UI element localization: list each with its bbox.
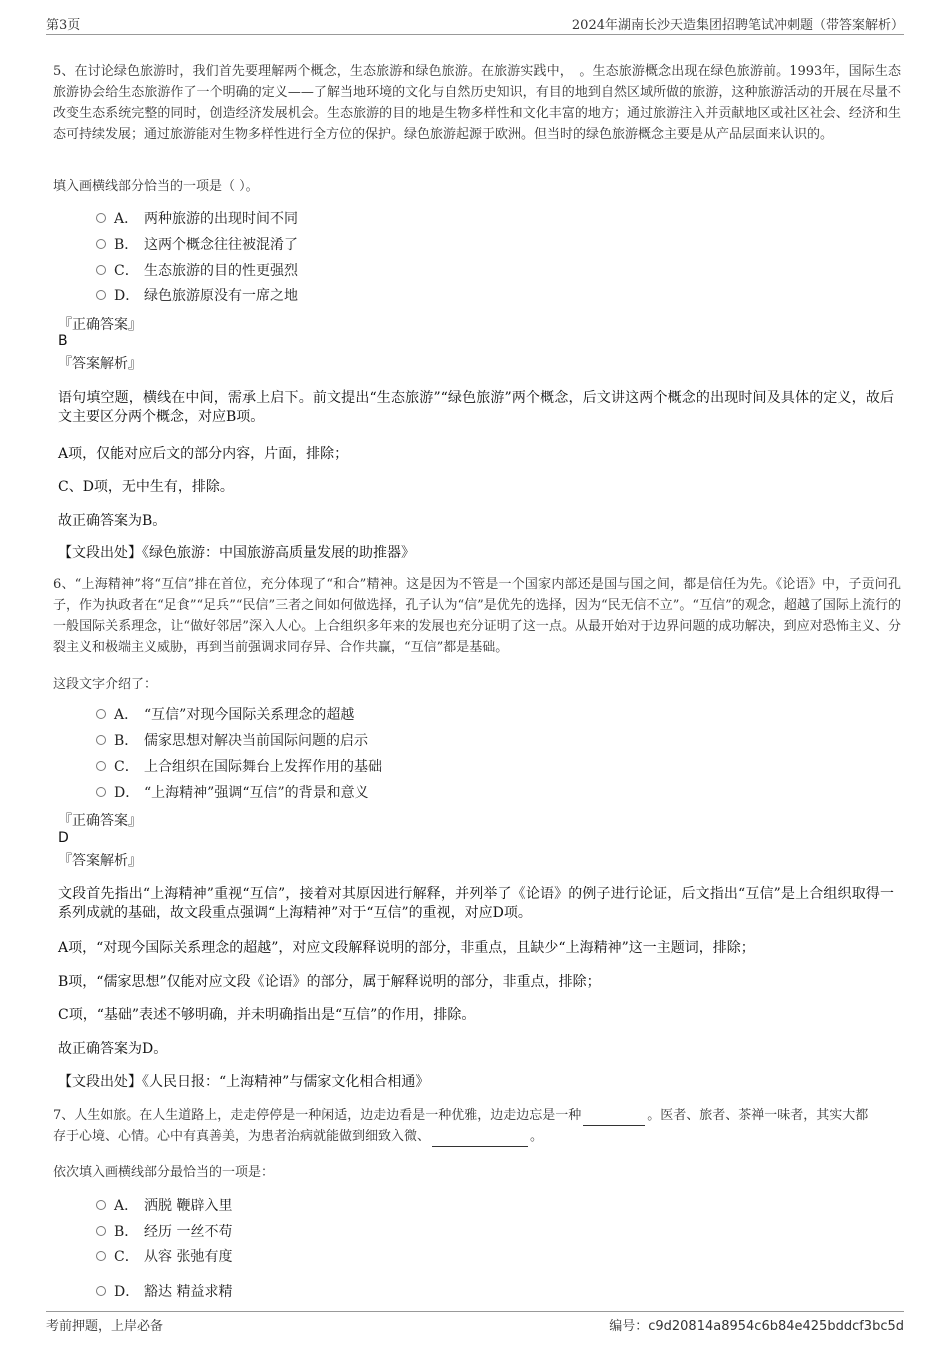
page-number: 第3页 xyxy=(46,18,81,33)
q7-option-d[interactable]: D． 豁达 精益求精 xyxy=(96,1282,232,1302)
q5-analysis-a: A项，仅能对应后文的部分内容，片面，排除； xyxy=(58,446,349,462)
q5-analysis-cd: C、D项，无中生有，排除。 xyxy=(58,479,234,495)
q5-answer-label: 『正确答案』 xyxy=(58,317,142,333)
q6-option-d[interactable]: D． “上海精神”强调“互信”的背景和意义 xyxy=(96,783,369,803)
radio-icon[interactable] xyxy=(96,1251,106,1261)
page-footer xyxy=(46,1311,904,1332)
radio-icon[interactable] xyxy=(96,787,106,797)
q6-analysis-c: C项，“基础”表述不够明确，并未明确指出是“互信”的作用，排除。 xyxy=(58,1007,476,1023)
radio-icon[interactable] xyxy=(96,239,106,249)
q5-analysis-conclusion: 故正确答案为B。 xyxy=(58,513,167,529)
q6-passage: 6、“上海精神”将“互信”排在首位，充分体现了“和合”精神。这是因为不管是一个国家内部还是国与国之间，都是信任为先。《论语》中，子贡问孔子，作为执政者在“足食”“足兵”“民信”三者之间如何做选择，孔子认为“信”是优先的选择，因为“民无信不立”。“互信”的观念，超越了国际上流行的一般国际关系理念，让“做好邻居”深入人心。上合组织多年来的发展也充分证明了这一点。从最开始对于边界问题的成功解决，到应对恐怖主义、分裂主义和极端主义威胁，再到当前强调求同存异、合作共赢，“互信”都是基础。 xyxy=(53,577,901,655)
q6-answer: D xyxy=(58,830,69,846)
q7-option-b[interactable]: B． 经历 一丝不苟 xyxy=(96,1222,232,1242)
q6-source: 【文段出处】《人民日报：“上海精神”与儒家文化相合相通》 xyxy=(58,1074,430,1090)
q6-prompt: 这段文字介绍了： xyxy=(53,677,158,692)
q7-option-c[interactable]: C． 从容 张弛有度 xyxy=(96,1247,232,1267)
fill-blank-2[interactable] xyxy=(432,1132,528,1147)
q6-analysis-b: B项，“儒家思想”仅能对应文段《论语》的部分，属于解释说明的部分，非重点，排除； xyxy=(58,974,601,990)
page-header xyxy=(46,12,904,35)
q7-prompt: 依次填入画横线部分最恰当的一项是： xyxy=(53,1165,275,1180)
q5-passage: 5、在讨论绿色旅游时，我们首先要理解两个概念，生态旅游和绿色旅游。在旅游实践中， 。生态旅游概念出现在绿色旅游前。1993年，国际生态旅游协会给生态旅游作了一个明确的定义——了解当地环境的文化与自然历史知识，有目的地到自然区域所做的旅游，这种旅游活动的开展在尽量不改变生态系统完整的同时，创造经济发展机会。生态旅游的目的地是生物多样性和文化丰富的地方；通过旅游注入并贡献地区或社区社会、经济和生态可持续发展；通过旅游能对生物多样性进行全方位的保护。绿色旅游起源于欧洲。但当时的绿色旅游概念主要是从产品层面来认识的。 xyxy=(53,64,901,142)
q5-analysis-main: 语句填空题，横线在中间，需承上启下。前文提出“生态旅游”“绿色旅游”两个概念，后文讲这两个概念的出现时间及具体的定义，故后文主要区分两个概念，对应B项。 xyxy=(58,390,894,425)
q5-analysis-label: 『答案解析』 xyxy=(58,356,142,372)
radio-icon[interactable] xyxy=(96,709,106,719)
q6-option-c[interactable]: C． 上合组织在国际舞台上发挥作用的基础 xyxy=(96,757,382,777)
document-code: 编号：c9d20814a8954c6b84e425bddcf3bc5d xyxy=(609,1319,904,1334)
q6-analysis-conclusion: 故正确答案为D。 xyxy=(58,1041,168,1057)
q5-option-d[interactable]: D． 绿色旅游原没有一席之地 xyxy=(96,286,298,306)
q7-option-a[interactable]: A． 洒脱 鞭辟入里 xyxy=(96,1196,232,1216)
q6-answer-label: 『正确答案』 xyxy=(58,813,142,829)
document-title: 2024年湖南长沙天造集团招聘笔试冲刺题（带答案解析） xyxy=(571,18,904,33)
q5-option-b[interactable]: B． 这两个概念往往被混淆了 xyxy=(96,235,298,255)
q7-passage-line1: 7、人生如旅。在人生道路上，走走停停是一种闲适，边走边看是一种优雅，边走边忘是一种 。医者、旅者、茶禅一味者，其实大都 xyxy=(53,1105,901,1126)
radio-icon[interactable] xyxy=(96,735,106,745)
q5-source: 【文段出处】《绿色旅游：中国旅游高质量发展的助推器》 xyxy=(58,545,415,561)
radio-icon[interactable] xyxy=(96,1226,106,1236)
q6-analysis-label: 『答案解析』 xyxy=(58,853,142,869)
radio-icon[interactable] xyxy=(96,1286,106,1296)
q5-prompt: 填入画横线部分恰当的一项是（ ）。 xyxy=(53,179,259,194)
q6-option-a[interactable]: A． “互信”对现今国际关系理念的超越 xyxy=(96,705,354,725)
q5-option-c[interactable]: C． 生态旅游的目的性更强烈 xyxy=(96,261,298,281)
q5-option-a[interactable]: A． 两种旅游的出现时间不同 xyxy=(96,209,298,229)
radio-icon[interactable] xyxy=(96,1200,106,1210)
footer-slogan: 考前押题，上岸必备 xyxy=(46,1319,164,1334)
radio-icon[interactable] xyxy=(96,213,106,223)
q6-option-b[interactable]: B． 儒家思想对解决当前国际问题的启示 xyxy=(96,731,368,751)
q7-passage-line2: 存于心境、心情。心中有真善美，为患者治病就能做到细致入微、 。 xyxy=(53,1126,901,1147)
fill-blank-1[interactable] xyxy=(583,1111,645,1126)
radio-icon[interactable] xyxy=(96,265,106,275)
q5-answer: B xyxy=(58,333,68,349)
radio-icon[interactable] xyxy=(96,290,106,300)
q6-analysis-a: A项，“对现今国际关系理念的超越”，对应文段解释说明的部分，非重点，且缺少“上海精神”这一主题词，排除； xyxy=(58,940,755,956)
radio-icon[interactable] xyxy=(96,761,106,771)
q6-analysis-main: 文段首先指出“上海精神”重视“互信”，接着对其原因进行解释，并列举了《论语》的例子进行论证，后文指出“互信”是上合组织取得一系列成就的基础，故文段重点强调“上海精神”对于“互信”的重视，对应D项。 xyxy=(58,886,894,921)
